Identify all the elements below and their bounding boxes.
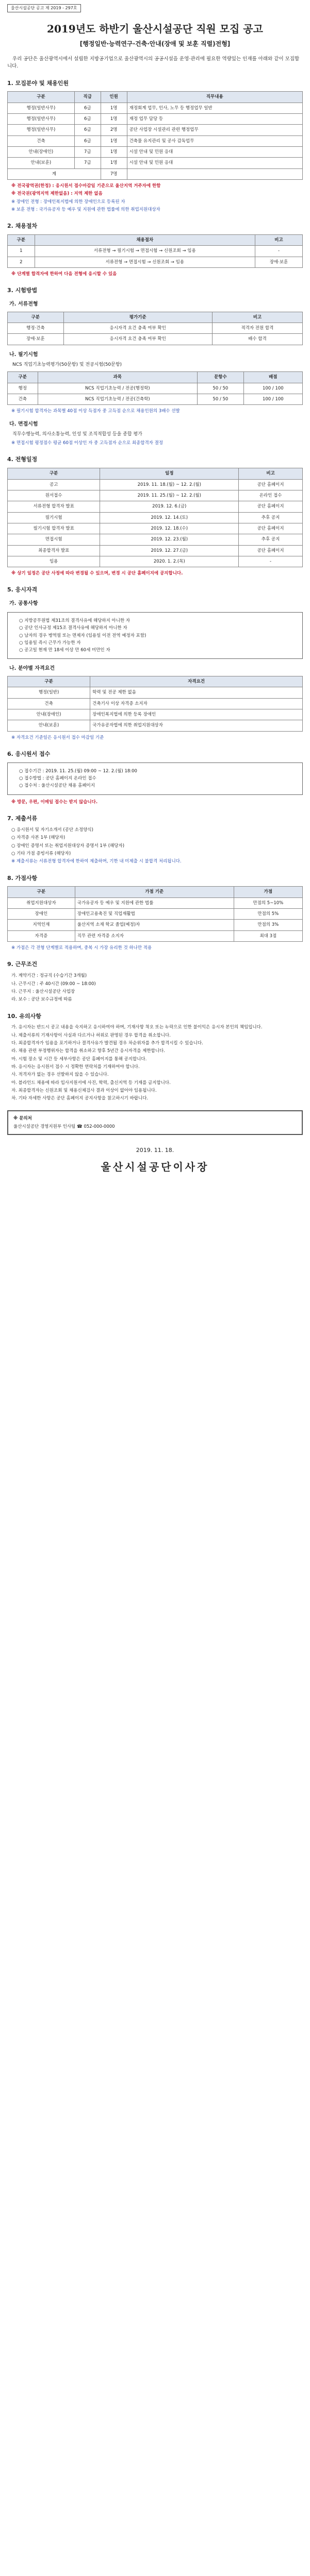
footer-date: 2019. 11. 18. <box>136 1147 174 1154</box>
col-header: 구분 <box>8 92 75 103</box>
note-text: ※ 보훈 전형 : 국가유공자 등 예우 및 지원에 관한 법률에 의한 취업지원대상자 <box>11 207 160 212</box>
application-box <box>7 762 303 795</box>
requirements-table: 구분 자격요건 행정(일반) 학력 및 전공 제한 없음 건축 건축기사 이상 자격증 소지자 안내(장애인) 장애인복지법에 의한 등록 장애인 안내(보훈) 국가유공자법에 의한 취업지원대상자 <box>7 676 303 732</box>
list-item: ○ 접수처 : 울산시설공단 채용 홈페이지 <box>19 783 95 789</box>
table-row: 행정(일반사무) 6급 2명 공단 사업장 시설관리 관련 행정업무 <box>8 125 303 135</box>
list-item: 다. 근무지 : 울산시설공단 사업장 <box>11 989 75 994</box>
common-requirements-box <box>7 612 303 659</box>
table-row: 안내(보훈) 국가유공자법에 의한 취업지원대상자 <box>8 720 303 731</box>
table-row: 서류전형 합격자 발표 2019. 12. 6.(금) 공단 홈페이지 <box>8 501 303 512</box>
list-item: 자. 최종합격자는 신원조회 및 채용신체검사 결과 이상이 없어야 임용됩니다. <box>11 1088 157 1093</box>
note-text: ※ 방문, 우편, 이메일 접수는 받지 않습니다. <box>11 799 98 805</box>
list-item: 라. 보수 : 공단 보수규정에 따름 <box>11 997 72 1003</box>
list-item: ○ 지방공무원법 제31조의 결격사유에 해당하지 아니한 자 <box>19 618 130 623</box>
table-row: 2 서류전형 → 면접시험 → 신원조회 → 임용 장애·보훈 <box>8 257 303 267</box>
table-row: 취업지원대상자 국가유공자 등 예우 및 지원에 관한 법률 만점의 5~10% <box>8 897 303 908</box>
list-item: ○ 자격증 사본 1부 (해당자) <box>11 835 66 841</box>
note-text: ※ 단계별 합격자에 한하여 다음 전형에 응시할 수 있음 <box>11 272 117 277</box>
subsection-heading: 나. 분야별 자격요건 <box>9 666 55 672</box>
page-subtitle: [행정일반·능력연구·건축·안내(장애 및 보훈 직렬)전형] <box>79 40 231 47</box>
recruitment-table <box>7 91 303 180</box>
precautions-list <box>11 1024 303 1101</box>
list-item: ○ 공고일 현재 만 18세 이상 만 60세 미만인 자 <box>19 648 110 653</box>
documents-list <box>11 827 303 857</box>
col-header: 직무내용 <box>127 92 302 103</box>
subsection-heading: 가. 공통사항 <box>9 601 38 607</box>
bonus-points-table: 구분 가점 기준 가점 취업지원대상자 국가유공자 등 예우 및 지원에 관한 법률 만점의 5~10% 장애인 장애인고용촉진 및 직업재활법 만점의 5% 지역인재 울산지역 소재 학교 졸업(예정)자 만점의 3% 자격증 직무 관련 자격증 소지자 최대 3점 <box>7 886 303 942</box>
table-row: 원서접수 2019. 11. 25.(월) ~ 12. 2.(월) 온라인 접수 <box>8 490 303 501</box>
list-item: ○ 응시원서 및 자기소개서 (공단 소정양식) <box>11 827 93 833</box>
list-item: ○ 남자의 경우 병역필 또는 면제자 (임용일 이전 전역 예정자 포함) <box>19 633 146 638</box>
section10-heading: 10. 유의사항 <box>7 1012 41 1020</box>
list-item: 나. 근무시간 : 주 40시간 (09:00 ~ 18:00) <box>11 981 96 987</box>
table-row: 임용 2020. 1. 2.(목) - <box>8 556 303 567</box>
table-row: 자격증 직무 관련 자격증 소지자 최대 3점 <box>8 930 303 941</box>
list-item: ○ 접수기간 : 2019. 11. 25.(월) 09:00 ~ 12. 2.(월) 18:00 <box>19 768 137 774</box>
section1-heading: 1. 모집분야 및 채용인원 <box>7 79 69 87</box>
table-row: 안내(장애인) 7급 1명 시설 안내 및 민원 응대 <box>8 147 303 158</box>
table-row: 행정(일반) 학력 및 전공 제한 없음 <box>8 687 303 698</box>
subsection-heading: 다. 면접시험 <box>9 421 38 427</box>
table-row: 행정(일반사무) 6급 1명 재정회계 업무, 인사, 노무 등 행정업무 일반 <box>8 103 303 113</box>
col-header: 직급 <box>74 92 101 103</box>
section6-heading: 6. 응시원서 접수 <box>7 750 51 757</box>
document-screening-table: 구분 평가기준 비고 행정·건축 응시자격 요건 충족 여부 확인 적격자 전원 합격 장애·보훈 응시자격 요건 충족 여부 확인 배수 합격 <box>7 312 303 345</box>
table-row: 건축 NCS 직업기초능력 / 전공(건축학) 50 / 50 100 / 100 <box>8 394 303 404</box>
schedule-table: 구분 일정 비고 공고 2019. 11. 18.(월) ~ 12. 2.(월) 공단 홈페이지 원서접수 2019. 11. 25.(월) ~ 12. 2.(월) 온라인 접수 서류전형 합격자 발표 2019. 12. 6.(금) 공단 홈페이지 필기시험 2019. 12. 14.(토) 추후 공지 필기시험 합격자 발표 2019. 12. 18.(수) 공단 홈페이지 면접시험 2019. 12. 23.(월) 추후 공지 최종합격자 발표 2019. 12. 27.(금) 공단 홈페이지 임용 2020. 1. 2.(목) - <box>7 468 303 567</box>
note-text: ※ 상기 일정은 공단 사정에 따라 변경될 수 있으며, 변경 시 공단 홈페이지에 공지합니다. <box>11 571 183 577</box>
list-item: 나. 제출서류의 기재사항이 사실과 다르거나 허위로 판명된 경우 합격을 취소합니다. <box>11 1032 171 1038</box>
list-item: 가. 응시자는 반드시 공고 내용을 숙지하고 응시하여야 하며, 기재사항 착오 또는 누락으로 인한 불이익은 응시자 본인의 책임입니다. <box>11 1025 263 1030</box>
subsection-heading: 나. 필기시험 <box>9 351 38 358</box>
procedure-table: 구분 채용절차 비고 1 서류전형 → 필기시험 → 면접시험 → 신원조회 → 임용 - 2 서류전형 → 면접시험 → 신원조회 → 임용 장애·보훈 <box>7 234 303 268</box>
note-text: ※ 장애인 전형 : 장애인복지법에 의한 장애인으로 등록된 자 <box>11 199 125 205</box>
col-header: 인원 <box>101 92 127 103</box>
interview-desc: 직무수행능력, 의사소통능력, 인성 및 조직적합성 등을 종합 평가 <box>12 432 142 437</box>
section7-heading: 7. 제출서류 <box>7 815 38 822</box>
note-text: ※ 제출서류는 서류전형 합격자에 한하여 제출하며, 기한 내 미제출 시 불합격 처리됩니다. <box>11 859 182 865</box>
list-item: ○ 공단 인사규정 제15조 결격사유에 해당하지 아니한 자 <box>19 625 127 631</box>
table-row: 최종합격자 발표 2019. 12. 27.(금) 공단 홈페이지 <box>8 545 303 556</box>
list-item: ○ 접수방법 : 공단 홈페이지 온라인 접수 <box>19 776 96 782</box>
subsection-heading: 가. 서류전형 <box>9 301 38 308</box>
table-row: 행정(일반사무) 6급 1명 재정 업무 담당 등 <box>8 114 303 125</box>
section5-heading: 5. 응시자격 <box>7 586 38 594</box>
table-row: 1 서류전형 → 필기시험 → 면접시험 → 신원조회 → 임용 - <box>8 246 303 257</box>
list-item: 차. 기타 자세한 사항은 공단 홈페이지 공지사항을 참고하시기 바랍니다. <box>11 1096 149 1101</box>
note-text: ※ 필기시험 합격자는 과목별 40점 이상 득점자 중 고득점 순으로 채용인원의 3배수 선발 <box>11 409 180 414</box>
contact-box <box>7 1110 303 1136</box>
contact-title: ※ 문의처 <box>13 1115 32 1121</box>
list-item: ○ 기타 가점 증빙서류 (해당자) <box>11 851 71 856</box>
table-total-row: 계 7명 <box>8 168 303 179</box>
page-title: 2019년도 하반기 울산시설공단 직원 모집 공고 <box>47 22 263 35</box>
table-row: 필기시험 합격자 발표 2019. 12. 18.(수) 공단 홈페이지 <box>8 523 303 534</box>
table-row: 공고 2019. 11. 18.(월) ~ 12. 2.(월) 공단 홈페이지 <box>8 479 303 490</box>
table-row: 안내(보훈) 7급 1명 시설 안내 및 민원 응대 <box>8 158 303 168</box>
footer-organization: 울산시설공단이사장 <box>101 1161 209 1174</box>
table-row: 면접시험 2019. 12. 23.(월) 추후 공지 <box>8 534 303 545</box>
note-text: ※ 면접시험 평정점수 평균 60점 이상인 자 중 고득점자 순으로 최종합격자 결정 <box>11 440 163 446</box>
contact-text: 울산시설공단 경영지원부 인사팀 ☎ 052-000-0000 <box>13 1124 115 1129</box>
table-row: 안내(장애인) 장애인복지법에 의한 등록 장애인 <box>8 709 303 720</box>
table-row: 장애·보훈 응시자격 요건 충족 여부 확인 배수 합격 <box>8 334 303 345</box>
note-text: ※ 전국권(광역지역 제한없음) : 지역 제한 없음 <box>11 191 103 197</box>
section4-heading: 4. 전형일정 <box>7 456 38 463</box>
list-item: 가. 계약기간 : 정규직 (수습기간 3개월) <box>11 973 87 979</box>
work-conditions-list <box>11 973 303 1003</box>
table-row: 행정 NCS 직업기초능력 / 전공(행정학) 50 / 50 100 / 100 <box>8 383 303 394</box>
table-row: 장애인 장애인고용촉진 및 직업재활법 만점의 5% <box>8 909 303 920</box>
table-row: 건축 건축기사 이상 자격증 소지자 <box>8 698 303 709</box>
note-text: ※ 자격요건 기준일은 응시원서 접수 마감일 기준 <box>11 735 104 740</box>
note-text: ※ 가점은 각 전형 단계별로 적용하며, 중복 시 가장 유리한 것 하나만 적용 <box>11 945 152 951</box>
list-item: 다. 최종합격자가 임용을 포기하거나 결격사유가 발견될 경우 차순위자를 추가 합격시킬 수 있습니다. <box>11 1041 203 1046</box>
notice-number-tag: 울산시설공단 공고 제 2019 - 297호 <box>7 4 81 12</box>
written-exam-table: 구분 과목 문항수 배점 행정 NCS 직업기초능력 / 전공(행정학) 50 / 50 100 / 100 건축 NCS 직업기초능력 / 전공(건축학) 50 / 50 100 / 100 <box>7 371 303 405</box>
table-row: 지역인재 울산지역 소재 학교 졸업(예정)자 만점의 3% <box>8 920 303 930</box>
section8-heading: 8. 가점사항 <box>7 874 38 882</box>
table-row: 필기시험 2019. 12. 14.(토) 추후 공지 <box>8 512 303 523</box>
table-row: 행정·건축 응시자격 요건 충족 여부 확인 적격자 전원 합격 <box>8 323 303 334</box>
list-item: 아. 블라인드 채용에 따라 입사지원서에 사진, 학력, 출신지역 등 기재를 금지합니다. <box>11 1080 171 1086</box>
written-exam-desc: NCS 직업기초능력평가(50문항) 및 전공시험(50문항) <box>12 362 122 368</box>
intro-paragraph: 우리 공단은 울산광역시에서 설립한 지방공기업으로 울산광역시의 공공시설을 운영·관리에 필요한 역량있는 인재를 아래와 같이 모집합니다. <box>7 56 300 69</box>
list-item: 바. 응시자는 응시원서 접수 시 정확한 연락처를 기재하여야 합니다. <box>11 1064 140 1070</box>
list-item: 사. 적격자가 없는 경우 선발하지 않을 수 있습니다. <box>11 1072 109 1078</box>
section3-heading: 3. 시험방법 <box>7 287 38 294</box>
list-item: 라. 채용 관련 부정행위자는 합격을 취소하고 향후 5년간 응시자격을 제한합니다. <box>11 1048 165 1054</box>
section9-heading: 9. 근무조건 <box>7 961 38 968</box>
list-item: 마. 시험 장소 및 시간 등 세부사항은 공단 홈페이지를 통해 공지합니다. <box>11 1056 147 1062</box>
list-item: ○ 임용일 즉시 근무가 가능한 자 <box>19 640 81 646</box>
table-row: 건축 6급 1명 건축물 유지관리 및 공사 감독업무 <box>8 135 303 146</box>
list-item: ○ 장애인 증명서 또는 취업지원대상자 증명서 1부 (해당자) <box>11 843 125 849</box>
section2-heading: 2. 채용절차 <box>7 223 38 230</box>
note-text: ※ 전국광역권(한정) : 응시원서 접수마감일 기준으로 울산지역 거주자에 한함 <box>11 183 161 189</box>
